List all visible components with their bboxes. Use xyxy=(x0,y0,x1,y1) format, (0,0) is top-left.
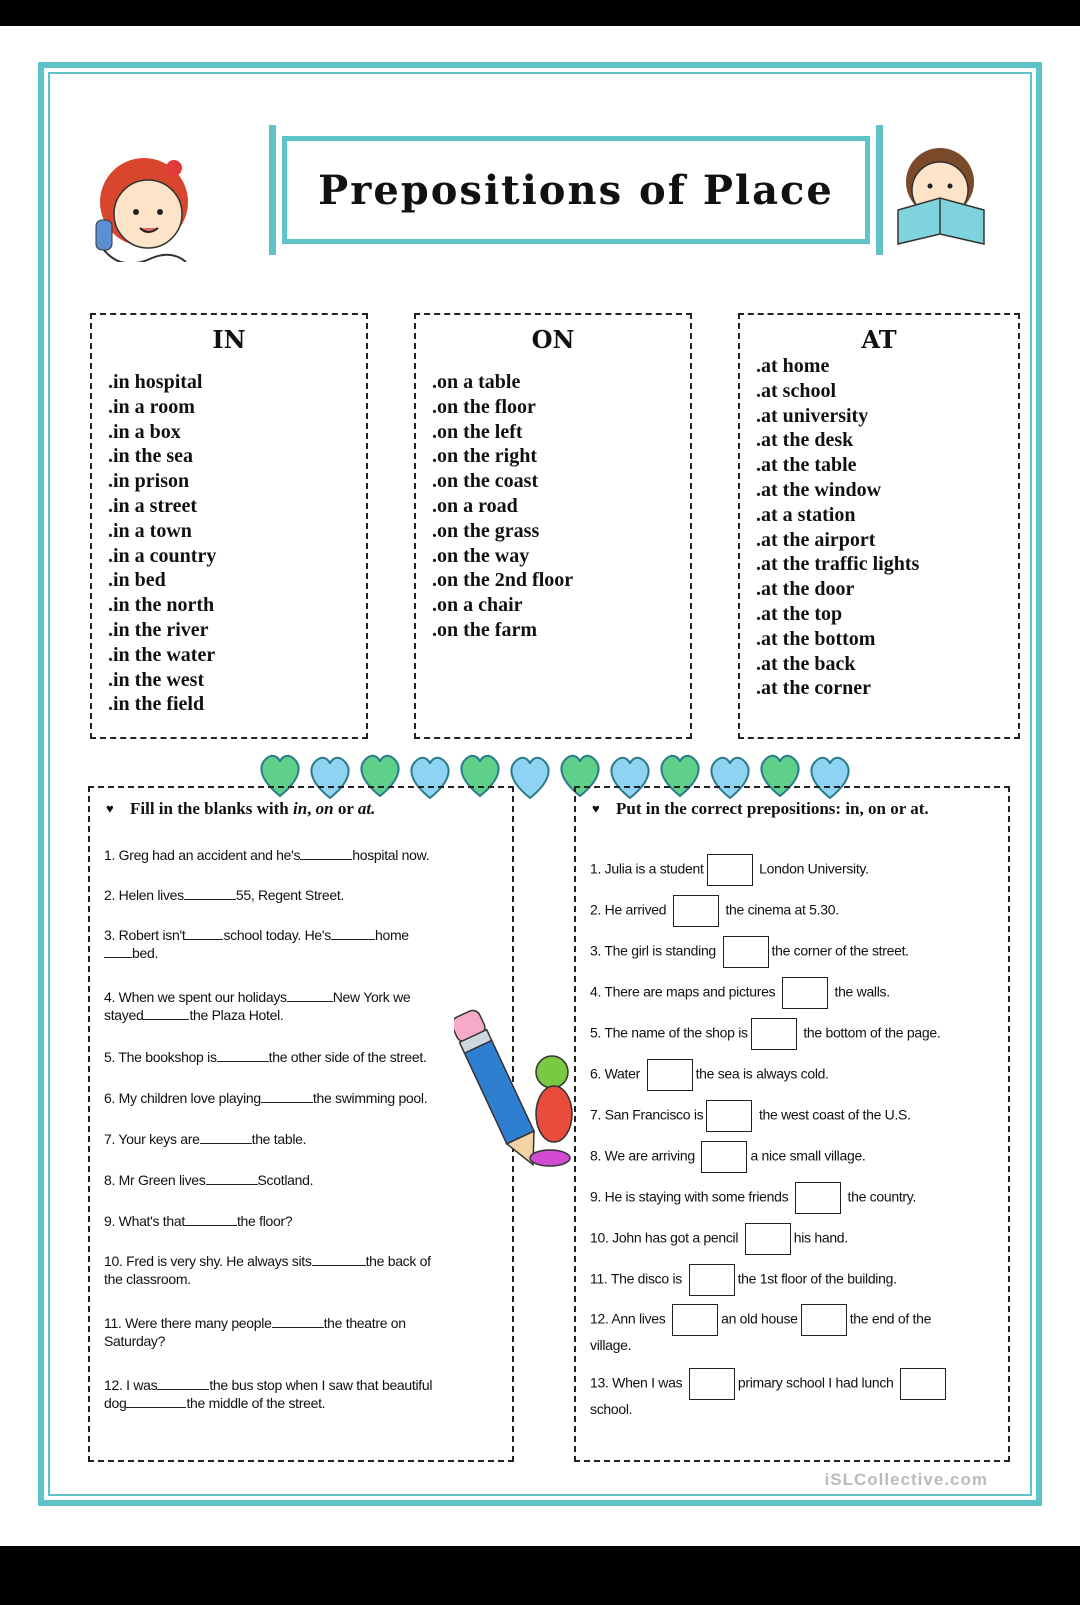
list-item: .in the north xyxy=(108,594,215,617)
question-7: 7. San Francisco is the west coast of the U.S. xyxy=(590,1100,911,1132)
page-title: Prepositions of Place xyxy=(318,166,834,214)
list-item: .at the corner xyxy=(756,677,871,700)
question-7: 7. Your keys are the table. xyxy=(104,1131,307,1147)
question-3: 3. Robert isn't school today. He's home bed. xyxy=(104,927,409,961)
list-item: .on the right xyxy=(432,445,537,468)
blank-field[interactable] xyxy=(184,899,236,900)
question-10: 10. John has got a pencil his hand. xyxy=(590,1223,848,1255)
correct-prepositions-exercise xyxy=(574,786,1010,1462)
list-item: .at a station xyxy=(756,503,856,526)
question-8: 8. We are arriving a nice small village. xyxy=(590,1141,866,1173)
title-banner xyxy=(282,136,870,244)
list-item: .at the top xyxy=(756,602,843,625)
exercise2-heading: ♥ Put in the correct prepositions: in, on or at. xyxy=(576,788,1008,820)
list-item: .on the way xyxy=(432,544,530,567)
in-heading: IN xyxy=(212,325,246,354)
question-11: 11. Were there many people the theatre on Saturday? xyxy=(104,1315,406,1349)
blank-field[interactable] xyxy=(287,1001,333,1002)
list-item: .at home xyxy=(756,355,830,377)
question-12: 12. I was the bus stop when I saw that beautiful dog the middle of the street. xyxy=(104,1377,433,1411)
list-item: .on the farm xyxy=(432,618,537,641)
blank-field[interactable] xyxy=(185,1225,237,1226)
list-item: .at university xyxy=(756,404,869,427)
at-column xyxy=(738,313,1020,739)
question-5: 5. The bookshop is the other side of the street. xyxy=(104,1049,427,1065)
list-item: .at the bottom xyxy=(756,627,876,650)
at-list xyxy=(740,354,1018,701)
list-item: .at the door xyxy=(756,578,855,601)
heart-icon xyxy=(511,758,548,798)
list-item: .in the river xyxy=(108,618,209,641)
blank-field[interactable] xyxy=(272,1327,324,1328)
question-1: 1. Julia is a student London University. xyxy=(590,854,869,886)
question-1: 1. Greg had an accident and he's hospital now. xyxy=(104,847,430,863)
list-item: .in a street xyxy=(108,494,198,517)
answer-box[interactable] xyxy=(689,1368,735,1400)
list-item: .on a table xyxy=(432,371,521,393)
list-item: .in a town xyxy=(108,519,192,542)
list-item: .in the water xyxy=(108,643,216,666)
blank-field[interactable] xyxy=(126,1407,186,1408)
question-8: 8. Mr Green lives Scotland. xyxy=(104,1172,314,1188)
list-item: .in the field xyxy=(108,693,205,716)
at-heading: AT xyxy=(861,325,897,354)
answer-box[interactable] xyxy=(801,1304,847,1336)
blank-field[interactable] xyxy=(157,1389,209,1390)
question-2: 2. He arrived the cinema at 5.30. xyxy=(590,895,839,927)
list-item: .at the desk xyxy=(756,429,854,452)
question-9: 9. What's that the floor? xyxy=(104,1213,293,1229)
answer-box[interactable] xyxy=(673,895,719,927)
blank-field[interactable] xyxy=(185,939,223,940)
list-item: .in prison xyxy=(108,470,190,493)
in-column xyxy=(90,313,368,739)
list-item: .on a chair xyxy=(432,594,523,617)
list-item: .on the 2nd floor xyxy=(432,569,574,592)
list-item: .in a room xyxy=(108,395,195,418)
question-3: 3. The girl is standing the corner of the street. xyxy=(590,936,909,968)
worksheet-page xyxy=(0,26,1080,1546)
blank-field[interactable] xyxy=(200,1143,252,1144)
in-list xyxy=(92,354,366,717)
list-item: .at the window xyxy=(756,478,882,501)
list-item: .on the floor xyxy=(432,395,536,418)
blank-field[interactable] xyxy=(312,1265,366,1266)
girl-phone-illustration xyxy=(82,132,202,262)
blank-field[interactable] xyxy=(104,957,132,958)
list-item: .in the west xyxy=(108,668,205,691)
question-2: 2. Helen lives 55, Regent Street. xyxy=(104,887,345,903)
question-10: 10. Fred is very shy. He always sits the back of the classroom. xyxy=(104,1253,431,1287)
question-6: 6. My children love playing the swimming pool. xyxy=(104,1090,428,1106)
list-item: .in the sea xyxy=(108,445,193,468)
question-9: 9. He is staying with some friends the country. xyxy=(590,1182,916,1214)
blank-field[interactable] xyxy=(217,1061,269,1062)
question-6: 6. Water the sea is always cold. xyxy=(590,1059,829,1091)
answer-box[interactable] xyxy=(751,1018,797,1050)
blank-field[interactable] xyxy=(300,859,352,860)
list-item: .on a road xyxy=(432,494,518,517)
answer-box[interactable] xyxy=(647,1059,693,1091)
answer-box[interactable] xyxy=(745,1223,791,1255)
answer-box[interactable] xyxy=(707,854,753,886)
boy-reading-illustration xyxy=(888,132,1008,252)
blank-field[interactable] xyxy=(261,1102,313,1103)
answer-box[interactable] xyxy=(782,977,828,1009)
on-column xyxy=(414,313,692,739)
on-list xyxy=(416,354,690,643)
question-4: 4. There are maps and pictures the walls. xyxy=(590,977,890,1009)
list-item: .at school xyxy=(756,379,836,402)
list-item: .at the back xyxy=(756,652,856,675)
blank-field[interactable] xyxy=(206,1184,258,1185)
blank-field[interactable] xyxy=(143,1019,189,1020)
question-12: 12. Ann lives an old house the end of the village. xyxy=(590,1304,1000,1354)
answer-box[interactable] xyxy=(689,1264,735,1296)
list-item: .on the coast xyxy=(432,470,539,493)
question-11: 11. The disco is the 1st floor of the building. xyxy=(590,1264,897,1296)
list-item: .at the table xyxy=(756,454,857,477)
list-item: .in a country xyxy=(108,544,217,567)
site-watermark: iSLCollective.com xyxy=(824,1470,988,1489)
blank-field[interactable] xyxy=(331,939,375,940)
list-item: .in bed xyxy=(108,569,166,592)
list-item: .in hospital xyxy=(108,371,203,393)
answer-box[interactable] xyxy=(900,1368,946,1400)
fill-blanks-exercise xyxy=(88,786,514,1462)
list-item: .at the airport xyxy=(756,528,876,551)
question-5: 5. The name of the shop is the bottom of the page. xyxy=(590,1018,940,1050)
answer-box[interactable] xyxy=(672,1304,718,1336)
answer-box[interactable] xyxy=(723,936,769,968)
list-item: .on the left xyxy=(432,420,523,443)
answer-box[interactable] xyxy=(706,1100,752,1132)
list-item: .on the grass xyxy=(432,519,540,542)
exercise1-heading: ♥ Fill in the blanks with in, on or at. xyxy=(90,788,512,820)
answer-box[interactable] xyxy=(795,1182,841,1214)
list-item: .at the traffic lights xyxy=(756,553,920,576)
pencil-caterpillar-illustration xyxy=(454,998,594,1178)
on-heading: ON xyxy=(531,325,575,354)
question-13: 13. When I was primary school I had lunch school. xyxy=(590,1368,1000,1418)
answer-box[interactable] xyxy=(701,1141,747,1173)
list-item: .in a box xyxy=(108,420,181,443)
question-4: 4. When we spent our holidays New York we stayed the Plaza Hotel. xyxy=(104,989,411,1023)
